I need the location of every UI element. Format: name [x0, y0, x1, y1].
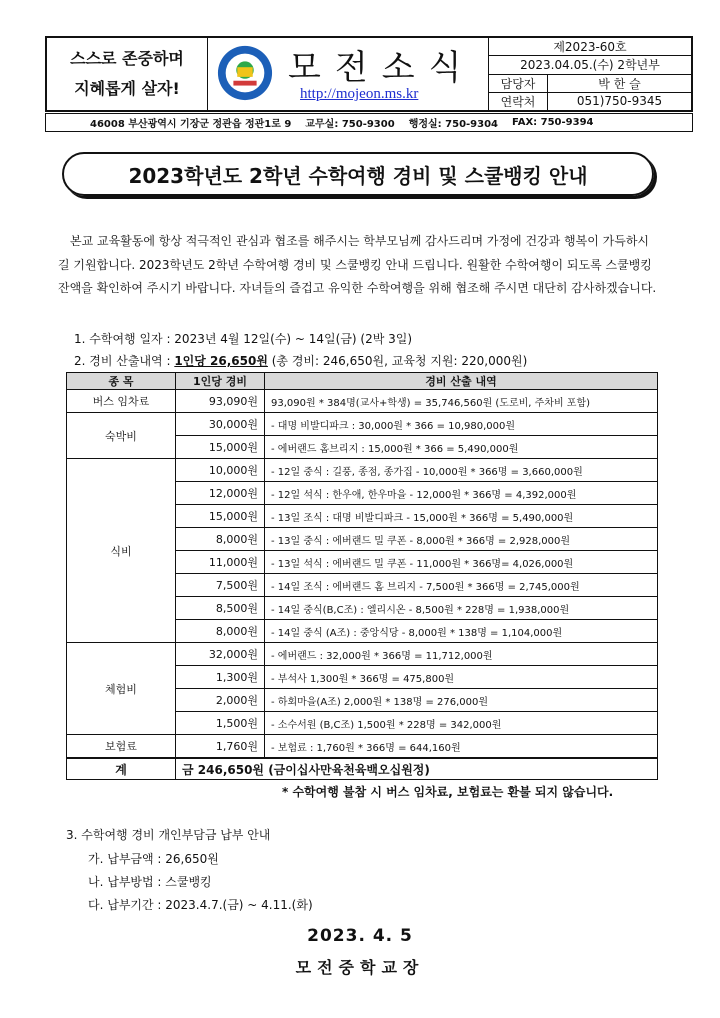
cost-breakdown: - 14일 조식 : 에버랜드 홈 브리지 - 7,500원 * 366명 = 2,745,000원 — [265, 574, 658, 597]
payment-period: 다. 납부기간 : 2023.4.7.(금) ~ 4.11.(화) — [88, 898, 313, 912]
manager-name: 박 한 슬 — [598, 76, 641, 91]
cost-breakdown: - 12일 석식 : 한우애, 한우마을 - 12,000원 * 366명 = 4,392,000원 — [265, 482, 658, 505]
cost-breakdown: - 14일 중식 (A조) : 중앙식당 - 8,000원 * 138명 = 1,104,000원 — [265, 620, 658, 643]
per-person-amount: 2,000원 — [176, 689, 265, 712]
total-label: 계 — [67, 758, 176, 780]
cost-category: 버스 임차료 — [67, 390, 176, 413]
per-person-amount: 8,000원 — [176, 528, 265, 551]
cost-category: 숙박비 — [67, 413, 176, 459]
cost-breakdown: - 13일 조식 : 대명 비발디파크 - 15,000원 * 366명 = 5,490,000원 — [265, 505, 658, 528]
admin-phone: 행정실: 750-9304 — [408, 119, 499, 130]
table-row — [67, 459, 658, 482]
payment-heading: 3. 수학여행 경비 개인부담금 납부 안내 — [66, 828, 271, 842]
school-motto — [47, 38, 208, 110]
cost-breakdown: - 13일 석식 : 에버랜드 밀 쿠폰 - 11,000원 * 366명= 4,026,000원 — [265, 551, 658, 574]
per-person-amount: 11,000원 — [176, 551, 265, 574]
per-person-amount: 1,300원 — [176, 666, 265, 689]
newsletter-title: 모전소식 — [288, 48, 476, 88]
fax-number: FAX: 750-9394 — [512, 117, 594, 128]
table-row — [67, 643, 658, 666]
cost-summary-suffix: (총 경비: 246,650원, 교육청 지원: 220,000원) — [267, 354, 528, 368]
per-person-amount: 8,000원 — [176, 620, 265, 643]
address-bar — [45, 113, 693, 132]
cost-breakdown: - 14일 중식(B,C조) : 엘리시온 - 8,500원 * 228명 = 1,938,000원 — [265, 597, 658, 620]
cost-summary — [74, 352, 527, 369]
cost-breakdown: - 13일 중식 : 에버랜드 밀 쿠폰 - 8,000원 * 366명 = 2,928,000원 — [265, 528, 658, 551]
motto-line-1: 스스로 존중하며 — [70, 49, 184, 68]
per-person-amount: 30,000원 — [176, 413, 265, 436]
office-phone: 교무실: 750-9300 — [305, 119, 395, 130]
cost-summary-prefix: 2. 경비 산출내역 : — [74, 354, 175, 368]
cost-category: 체험비 — [67, 643, 176, 735]
per-person-amount: 12,000원 — [176, 482, 265, 505]
table-row — [67, 390, 658, 413]
cost-breakdown: - 에버랜드 : 32,000원 * 366명 = 11,712,000원 — [265, 643, 658, 666]
table-row — [67, 735, 658, 759]
cost-breakdown: - 보험료 : 1,760원 * 366명 = 644,160원 — [265, 735, 658, 759]
document-date: 2023. 4. 5 — [307, 926, 413, 946]
cost-table — [66, 372, 658, 780]
newsletter-header — [45, 36, 693, 112]
cost-category: 보험료 — [67, 735, 176, 759]
per-person-amount: 15,000원 — [176, 436, 265, 459]
total-value: 금 246,650원 (금이십사만육천육백오십원정) — [176, 758, 658, 780]
issue-number: 제2023-60호 — [553, 40, 627, 55]
cost-breakdown: 93,090원 * 384명(교사+학생) = 35,746,560원 (도로비, 주차비 포함) — [265, 390, 658, 413]
school-logo-icon — [216, 44, 274, 102]
cost-breakdown: - 대명 비발디파크 : 30,000원 * 366 = 10,980,000원 — [265, 413, 658, 436]
header-breakdown: 경비 산출 내역 — [265, 373, 658, 390]
motto-line-2: 지혜롭게 살자! — [74, 79, 180, 98]
per-person-amount: 1,760원 — [176, 735, 265, 759]
title-cell — [208, 38, 489, 110]
cost-breakdown: - 하회마을(A조) 2,000원 * 138명 = 276,000원 — [265, 689, 658, 712]
per-person-amount: 8,500원 — [176, 597, 265, 620]
contact-phone: 051)750-9345 — [576, 94, 663, 109]
trip-dates: 1. 수학여행 일자 : 2023년 4월 12일(수) ~ 14일(금) (2박 3일) — [74, 332, 413, 346]
school-url-link[interactable]: http://mojeon.ms.kr — [300, 86, 419, 102]
cost-breakdown: - 에버랜드 홈브리지 : 15,000원 * 366 = 5,490,000원 — [265, 436, 658, 459]
intro-paragraph: 본교 교육활동에 항상 적극적인 관심과 협조를 해주시는 학부모님께 감사드리며 가정에 건강과 행복이 가득하시길 기원합니다. 2023학년도 2학년 수학여행 경비 및 스쿨뱅킹 안내 드립니다. 원활한 수학여행이 되도록 스쿨뱅킹 잔액을 확인하여 주시기 바랍니다. 자녀들의 즐겁고 유익한 수학여행을 위해 협조해 주시면 대단히 감사하겠습니다. — [58, 234, 657, 295]
total-row — [67, 758, 658, 780]
contact-label: 연락처 — [489, 93, 548, 110]
table-row — [67, 413, 658, 436]
cost-breakdown: - 부석사 1,300원 * 366명 = 475,800원 — [265, 666, 658, 689]
school-address: 46008 부산광역시 기장군 정관읍 정관1로 9 — [90, 119, 292, 130]
payment-amount: 가. 납부금액 : 26,650원 — [88, 852, 219, 866]
header-per-person: 1인당 경비 — [176, 373, 265, 390]
table-header-row — [67, 373, 658, 390]
per-person-amount: 10,000원 — [176, 459, 265, 482]
per-person-amount: 93,090원 — [176, 390, 265, 413]
cost-breakdown: - 12일 중식 : 길풍, 종점, 종가집 - 10,000원 * 366명 = 3,660,000원 — [265, 459, 658, 482]
principal-signature: 모전중학교장 — [295, 958, 425, 977]
issue-date: 2023.04.05.(수) 2학년부 — [520, 58, 660, 73]
payment-method: 나. 납부방법 : 스쿨뱅킹 — [88, 875, 212, 889]
per-person-amount: 32,000원 — [176, 643, 265, 666]
issue-info — [489, 38, 691, 110]
manager-label: 담당자 — [489, 75, 548, 92]
header-category: 종 목 — [67, 373, 176, 390]
per-person-amount: 7,500원 — [176, 574, 265, 597]
per-person-amount: 1,500원 — [176, 712, 265, 735]
cost-category: 식비 — [67, 459, 176, 643]
cost-breakdown: - 소수서원 (B,C조) 1,500원 * 228명 = 342,000원 — [265, 712, 658, 735]
per-person-cost: 1인당 26,650원 — [174, 354, 268, 368]
per-person-amount: 15,000원 — [176, 505, 265, 528]
document-title: 2023학년도 2학년 수학여행 경비 및 스쿨뱅킹 안내 — [62, 152, 654, 196]
refund-note: * 수학여행 불참 시 버스 임차료, 보험료는 환불 되지 않습니다. — [282, 785, 614, 799]
